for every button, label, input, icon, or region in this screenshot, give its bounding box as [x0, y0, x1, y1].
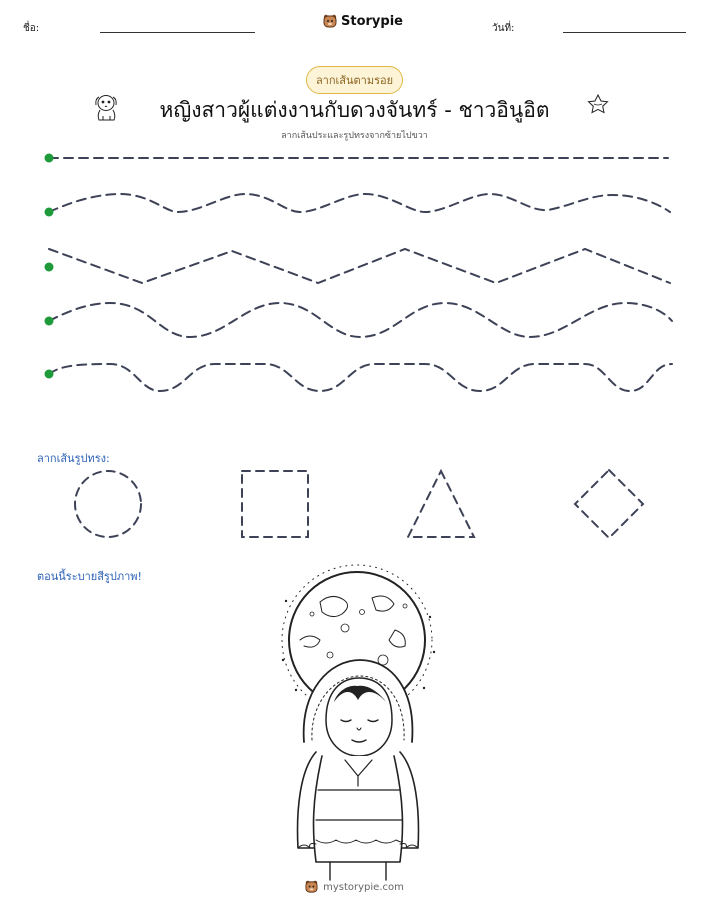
start-dot	[45, 370, 54, 379]
trace-shape-triangle[interactable]	[408, 471, 474, 537]
coloring-illustration[interactable]	[282, 565, 435, 880]
date-label: วันที่:	[492, 23, 515, 34]
page-title: หญิงสาวผู้แต่งงานกับดวงจันทร์ - ชาวอินูอิต	[159, 98, 550, 122]
name-label: ชื่อ:	[23, 23, 40, 34]
trace-line-wave[interactable]	[49, 303, 672, 337]
trace-line-bumpy-wave[interactable]	[49, 364, 672, 391]
trace-line-zigzag[interactable]	[49, 249, 670, 283]
footer-site[interactable]: mystorypie.com	[323, 881, 404, 893]
trace-shape-circle[interactable]	[75, 471, 141, 537]
trace-shape-square[interactable]	[242, 471, 308, 537]
start-dot	[45, 154, 54, 163]
page-subtitle: ลากเส้นประและรูปทรงจากซ้ายไปขวา	[281, 131, 428, 141]
footer	[0, 880, 709, 894]
brand-name: Storypie	[341, 14, 403, 29]
trace-line-gentle-wave[interactable]	[49, 194, 670, 212]
shapes-section-label: ลากเส้นรูปทรง:	[37, 452, 110, 465]
storypie-mascot-icon	[305, 880, 318, 894]
start-dot	[45, 208, 54, 217]
trace-badge: ลากเส้นตามรอย	[306, 66, 403, 94]
start-dot	[45, 317, 54, 326]
trace-shape-diamond[interactable]	[575, 470, 643, 538]
start-dot	[45, 263, 54, 272]
coloring-section-label: ตอนนี้ระบายสีรูปภาพ!	[37, 570, 142, 583]
